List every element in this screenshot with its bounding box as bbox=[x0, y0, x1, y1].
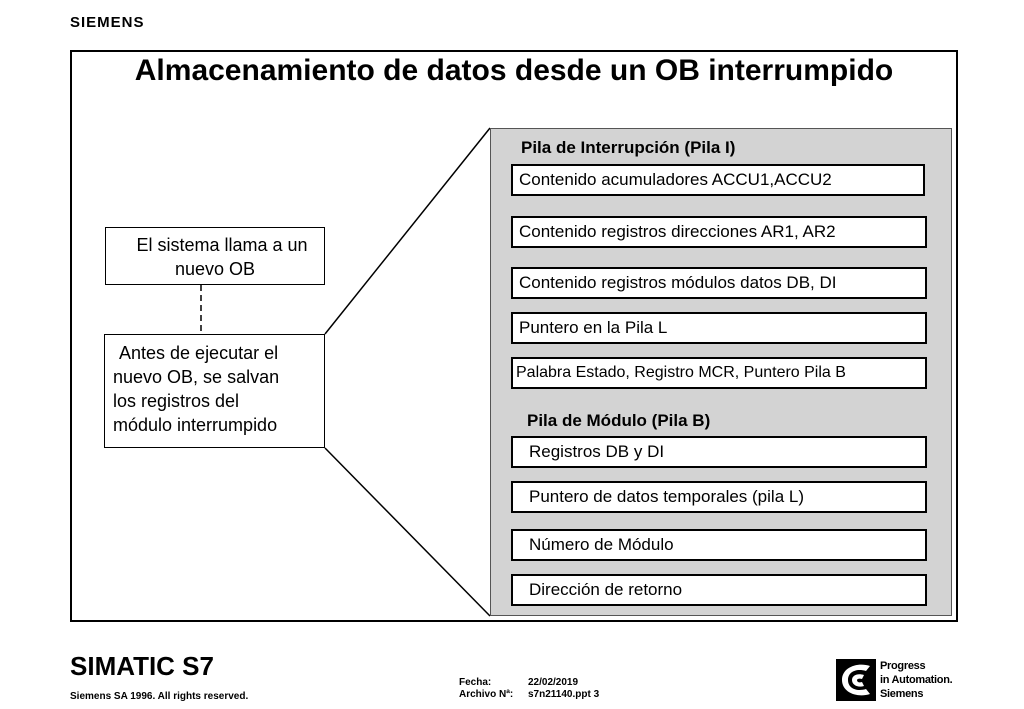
new-ob-call-box bbox=[105, 227, 325, 285]
stack-i-item: Contenido acumuladores ACCU1,ACCU2 bbox=[511, 164, 925, 196]
interrupt-stack-heading: Pila de Interrupción (Pila I) bbox=[521, 138, 736, 157]
product-name: SIMATIC S7 bbox=[70, 651, 214, 681]
stack-i-item: Contenido registros módulos datos DB, DI bbox=[511, 267, 927, 299]
block-stack-heading: Pila de Módulo (Pila B) bbox=[527, 411, 711, 430]
stack-i-item: Palabra Estado, Registro MCR, Puntero Pila B bbox=[511, 357, 927, 389]
siemens-swirl-logo-icon bbox=[836, 659, 876, 701]
new-ob-call-line: El sistema llama a un bbox=[136, 235, 308, 255]
expand-line-top bbox=[325, 128, 490, 334]
stack-b-item: Puntero de datos temporales (pila L) bbox=[511, 481, 927, 513]
date-label: Fecha: bbox=[459, 677, 492, 688]
tagline-line: Siemens bbox=[880, 688, 924, 700]
save-registers-line: nuevo OB, se salvan bbox=[113, 367, 280, 387]
stack-b-item: Dirección de retorno bbox=[511, 574, 927, 606]
save-registers-line: los registros del bbox=[113, 391, 240, 411]
save-registers-box bbox=[104, 334, 325, 448]
copyright-text: Siemens SA 1996. All rights reserved. bbox=[70, 691, 249, 702]
stack-i-item: Puntero en la Pila L bbox=[511, 312, 927, 344]
save-registers-line: Antes de ejecutar el bbox=[119, 343, 279, 363]
expand-line-bottom bbox=[325, 448, 490, 616]
tagline bbox=[880, 659, 952, 701]
file-label: Archivo Nª: bbox=[459, 689, 514, 700]
file-value: s7n21140.ppt 3 bbox=[528, 689, 600, 700]
new-ob-call-line: nuevo OB bbox=[174, 259, 256, 279]
stack-b-item: Registros DB y DI bbox=[511, 436, 927, 468]
save-registers-line: módulo interrumpido bbox=[113, 415, 278, 435]
tagline-line: in Automation. bbox=[880, 674, 953, 686]
tagline-line: Progress bbox=[880, 660, 926, 672]
slide-title: Almacenamiento de datos desde un OB interrumpido bbox=[134, 54, 894, 87]
siemens-logo-text: SIEMENS bbox=[70, 14, 145, 31]
stack-i-item: Contenido registros direcciones AR1, AR2 bbox=[511, 216, 927, 248]
date-value: 22/02/2019 bbox=[528, 677, 579, 688]
stack-b-item: Número de Módulo bbox=[511, 529, 927, 561]
